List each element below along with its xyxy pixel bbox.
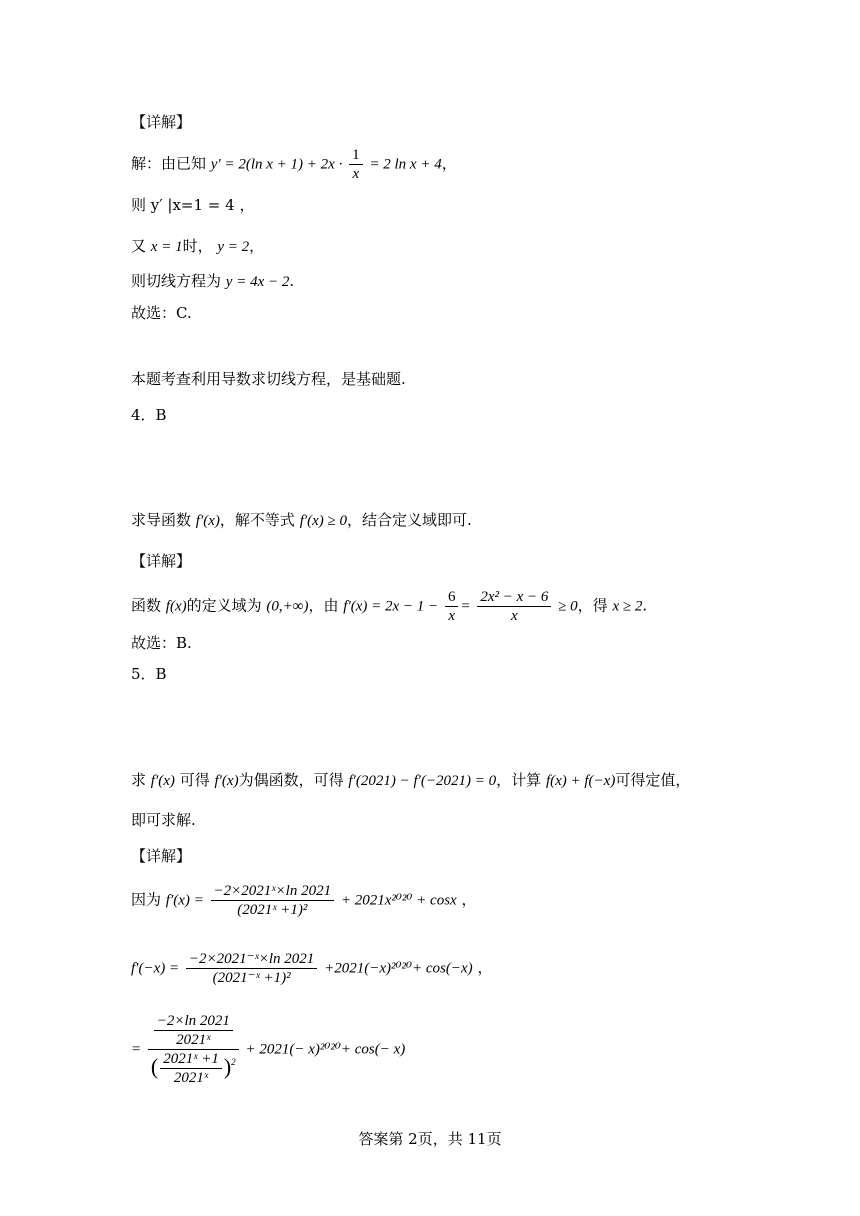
q5-eq3-den-frac: $\frac{\text{2021ˣ +1}}{\text{2021ˣ}}$ [160, 1050, 222, 1087]
q5-number: 5．B [131, 665, 167, 683]
q5-eq3-compound-frac: $\frac{-2\times\ln 2021}{\text{2021ˣ}}$ ( $\frac{\text{2021ˣ +1}}{\text{2021ˣ}}$ )$^2$ [148, 1012, 239, 1087]
q4-frac-6-over-x: $\frac{6}{x}$ [445, 588, 459, 625]
q3-derivative-line: 解：由已知 y′ = 2(ln x + 1) + 2x · $\frac{1}{x}$ = 2 ln x + 4， [131, 147, 457, 182]
page-footer: 答案第 2页，共 11页 [358, 1130, 502, 1148]
q4-frac-quadratic: $\frac{\text{2x² − x − 6}}{x}$ [477, 588, 551, 625]
q3-derivative-frac: $\frac{1}{x}$ [349, 146, 363, 183]
q5-eq2: f′(−x) = $\frac{\text{−2×2021⁻ˣ×ln 2021}}{\text{(2021⁻ˣ +1)²}}$ +2021(−x)²⁰²⁰+ cos(−x) ， [131, 951, 493, 986]
q3-slope-line: 则 y′ |x=1 = 4 ， [131, 196, 255, 214]
q3-tangent-line: 则切线方程为 y = 4x − 2. [131, 272, 295, 290]
q5-eq1-frac: $\frac{\text{−2×2021ˣ×ln 2021}}{\text{(2021ˣ +1)²}}$ [211, 882, 335, 919]
q4-detail-heading: 【详解】 [131, 552, 192, 570]
q4-domain-line: 函数 f(x)的定义域为 (0,+∞)，由 f′(x) = 2x − 1 − $\frac{6}{x}$ = $\frac{\text{2x² − x − 6}}{x}$ ≥ 0，得 x ≥ 2. [131, 589, 648, 624]
q5-eq2-frac: $\frac{\text{−2×2021⁻ˣ×ln 2021}}{\text{(2021⁻ˣ +1)²}}$ [186, 950, 317, 987]
q4-answer: 故选：B. [131, 634, 192, 652]
q3-answer: 故选：C. [131, 304, 192, 322]
q3-derivative-rhs: = 2 ln x + 4 [369, 156, 442, 173]
q3-point-line: 又 x = 1时， y = 2， [131, 237, 265, 255]
q5-analysis-cont: 即可求解. [131, 811, 196, 829]
q3-detail-heading: 【详解】 [131, 113, 192, 131]
q3-summary: 本题考查利用导数求切线方程，是基础题. [131, 370, 406, 388]
q5-eq3: = $\frac{-2\times\ln 2021}{\text{2021ˣ}}$ ( $\frac{\text{2021ˣ +1}}{\text{2021ˣ}}$ )$^2$ + 2021(− x)²⁰²⁰+ cos(− x) [131, 1013, 406, 1086]
q5-eq3-num-frac: $\frac{-2\times\ln 2021}{\text{2021ˣ}}$ [154, 1012, 233, 1049]
q4-analysis: 求导函数 f′(x)，解不等式 f′(x) ≥ 0，结合定义域即可. [131, 511, 472, 529]
q4-number: 4．B [131, 406, 167, 424]
q5-analysis: 求 f′(x) 可得 f′(x)为偶函数，可得 f′(2021) − f′(−2021) = 0，计算 f(x) + f(−x)可得定值， [131, 771, 691, 789]
q3-derivative-lhs: y′ = 2(ln x + 1) + 2x · [210, 156, 343, 173]
q5-detail-heading: 【详解】 [131, 847, 192, 865]
q5-eq1: 因为 f′(x) = $\frac{\text{−2×2021ˣ×ln 2021}}{\text{(2021ˣ +1)²}}$ + 2021x²⁰²⁰ + cosx ， [131, 883, 477, 918]
